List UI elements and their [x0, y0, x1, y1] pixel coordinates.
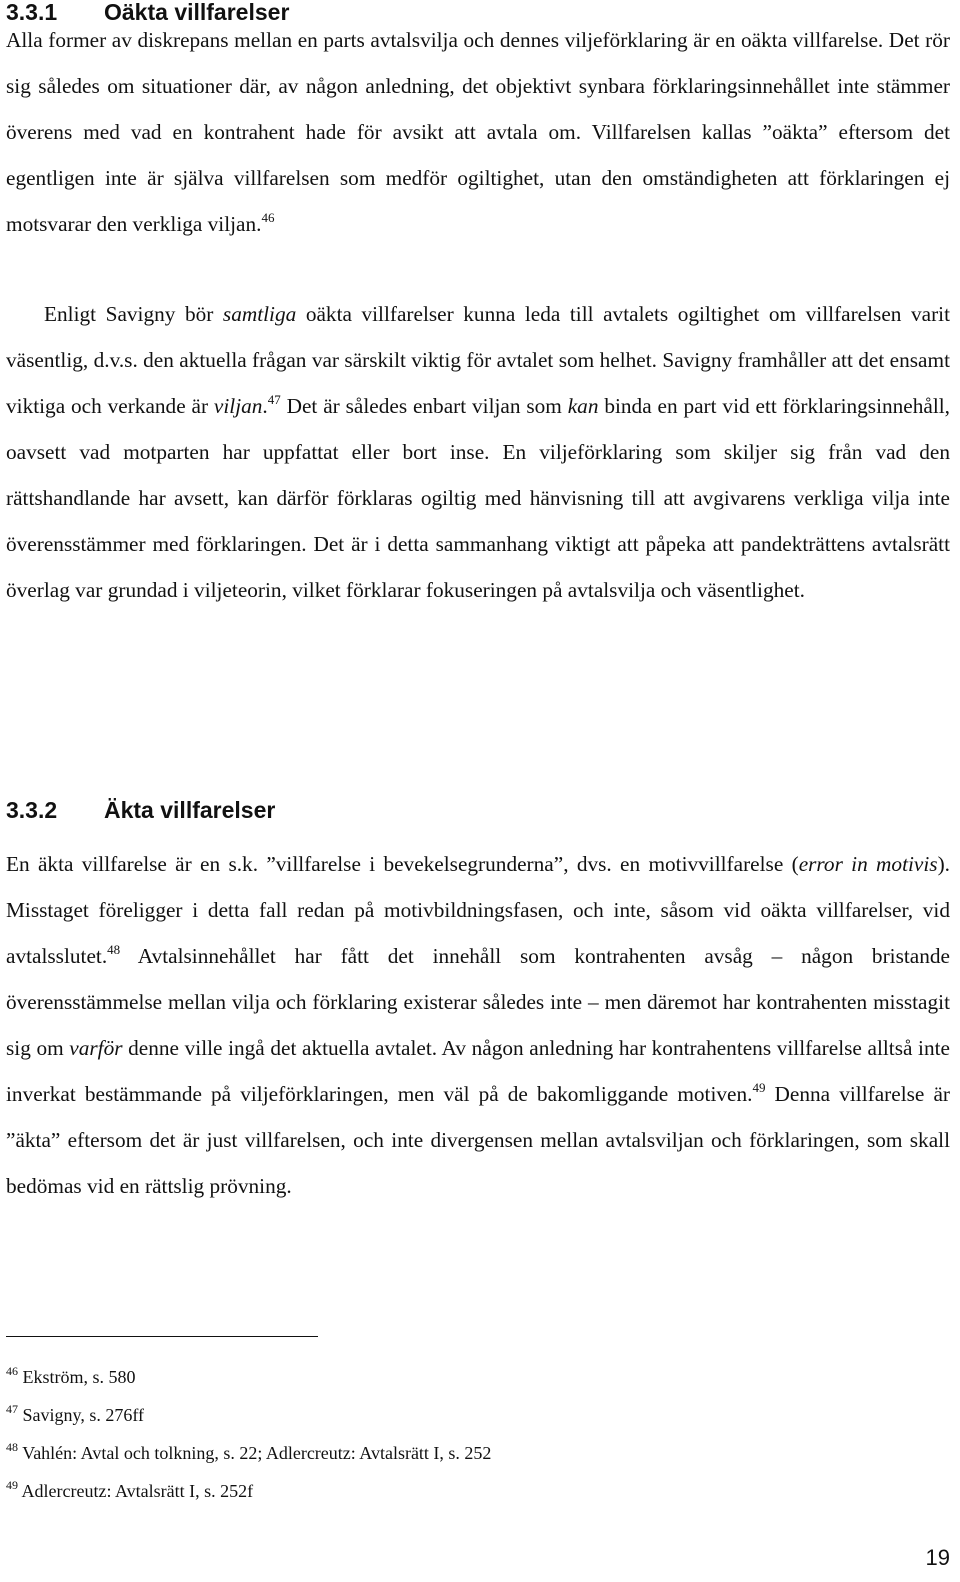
emphasis-text: kan	[567, 394, 599, 418]
footnote-ref-49[interactable]: 49	[752, 1080, 766, 1095]
section-number: 3.3.1	[6, 0, 58, 25]
paragraph-text: Enligt Savigny bör	[44, 302, 223, 326]
footnote-divider	[6, 1336, 318, 1337]
footnote-number: 46	[6, 1364, 18, 1378]
footnote-ref-48[interactable]: 48	[107, 942, 121, 957]
footnote-text: Vahlén: Avtal och tolkning, s. 22; Adlercreutz: Avtalsrätt I, s. 252	[22, 1443, 492, 1463]
section-title: Oäkta villfarelser	[104, 0, 290, 25]
footnote-number: 47	[6, 1402, 18, 1416]
paragraph-text: .	[262, 394, 268, 418]
footnote-49	[6, 1472, 806, 1510]
paragraph-text: denne ville ingå det aktuella avtalet. Av någon anledning har kontrahentens villfarelse alltså inte inverkat bestämmande på viljeförklaringen, men väl på de bakomliggande motiven.	[6, 1036, 950, 1106]
emphasis-text: samtliga	[222, 302, 297, 326]
footnote-text: Ekström, s. 580	[22, 1367, 136, 1387]
paragraph-text: En äkta villfarelse är en s.k. ”villfarelse i bevekelsegrunderna”, dvs. en motivvillfarelse (	[6, 852, 799, 876]
footnote-list	[6, 1358, 806, 1510]
footnote-text: Adlercreutz: Avtalsrätt I, s. 252f	[21, 1481, 254, 1501]
paragraph-1	[6, 17, 950, 247]
footnote-46	[6, 1358, 806, 1396]
footnote-ref-47[interactable]: 47	[267, 392, 281, 407]
paragraph-text: binda en part vid ett förklaringsinnehåll, oavsett vad motparten har uppfattat eller bort inse. En viljeförklaring som skiljer sig från vad den rättshandlande har avsett, kan därför förklaras ogiltig med hänvisning till att avgivarens verkliga vilja inte överensstämmer med förklaringen. Det är i detta sammanhang viktigt att påpeka att pandekträttens avtalsrätt överlag var grundad i viljeteorin, vilket förklarar fokuseringen på avtalsvilja och väsentlighet.	[6, 394, 950, 602]
emphasis-text: varför	[69, 1036, 123, 1060]
paragraph-text: ). Misstaget föreligger i detta fall redan på motivbildningsfasen, och inte, såsom vid oäkta villfarelser, vid avtalsslutet.	[6, 852, 950, 968]
paragraph-text: Avtalsinnehållet har fått det innehåll som kontrahenten avsåg – någon bristande överensstämmelse mellan vilja och förklaring existerar således inte – men däremot har kontrahenten misstagit sig om	[6, 944, 950, 1060]
emphasis-text: viljan	[213, 394, 263, 418]
footnote-48	[6, 1434, 806, 1472]
paragraph-text: oäkta villfarelser kunna leda till avtalets ogiltighet om villfarelsen varit väsentlig, d.v.s. den aktuella frågan var särskilt viktig för avtalet som helhet. Savigny framhåller att det ensamt viktiga och verkande är	[6, 302, 950, 418]
footnote-number: 49	[6, 1478, 18, 1492]
section-title: Äkta villfarelser	[104, 797, 276, 823]
paragraph-2	[6, 291, 950, 613]
footnote-47	[6, 1396, 806, 1434]
page-number: 19	[925, 1545, 950, 1570]
footnote-ref-46[interactable]: 46	[261, 210, 275, 225]
emphasis-text: error in motivis	[798, 852, 938, 876]
paragraph-text: Alla former av diskrepans mellan en parts avtalsvilja och dennes viljeförklaring är en oäkta villfarelse. Det rör sig således om situationer där, av någon anledning, det objektivt synbara förklaringsinnehållet inte stämmer överens med vad en kontrahent hade för avsikt att avtala om. Villfarelsen kallas ”oäkta” eftersom det egentligen inte är själva villfarelsen som medför ogiltighet, utan den omständigheten att förklaringen ej motsvarar den verkliga viljan.	[6, 28, 950, 236]
paragraph-text: Det är således enbart viljan som	[280, 394, 568, 418]
paragraph-3	[6, 841, 950, 1209]
paragraph-text: Denna villfarelse är ”äkta” eftersom det är just villfarelsen, och inte divergensen mellan avtalsviljan och förklaringen, som skall bedömas vid en rättslig prövning.	[6, 1082, 950, 1198]
footnote-text: Savigny, s. 276ff	[22, 1405, 144, 1425]
footnote-number: 48	[6, 1440, 18, 1454]
section-heading-3-3-2	[6, 796, 275, 824]
section-number: 3.3.2	[6, 797, 58, 823]
